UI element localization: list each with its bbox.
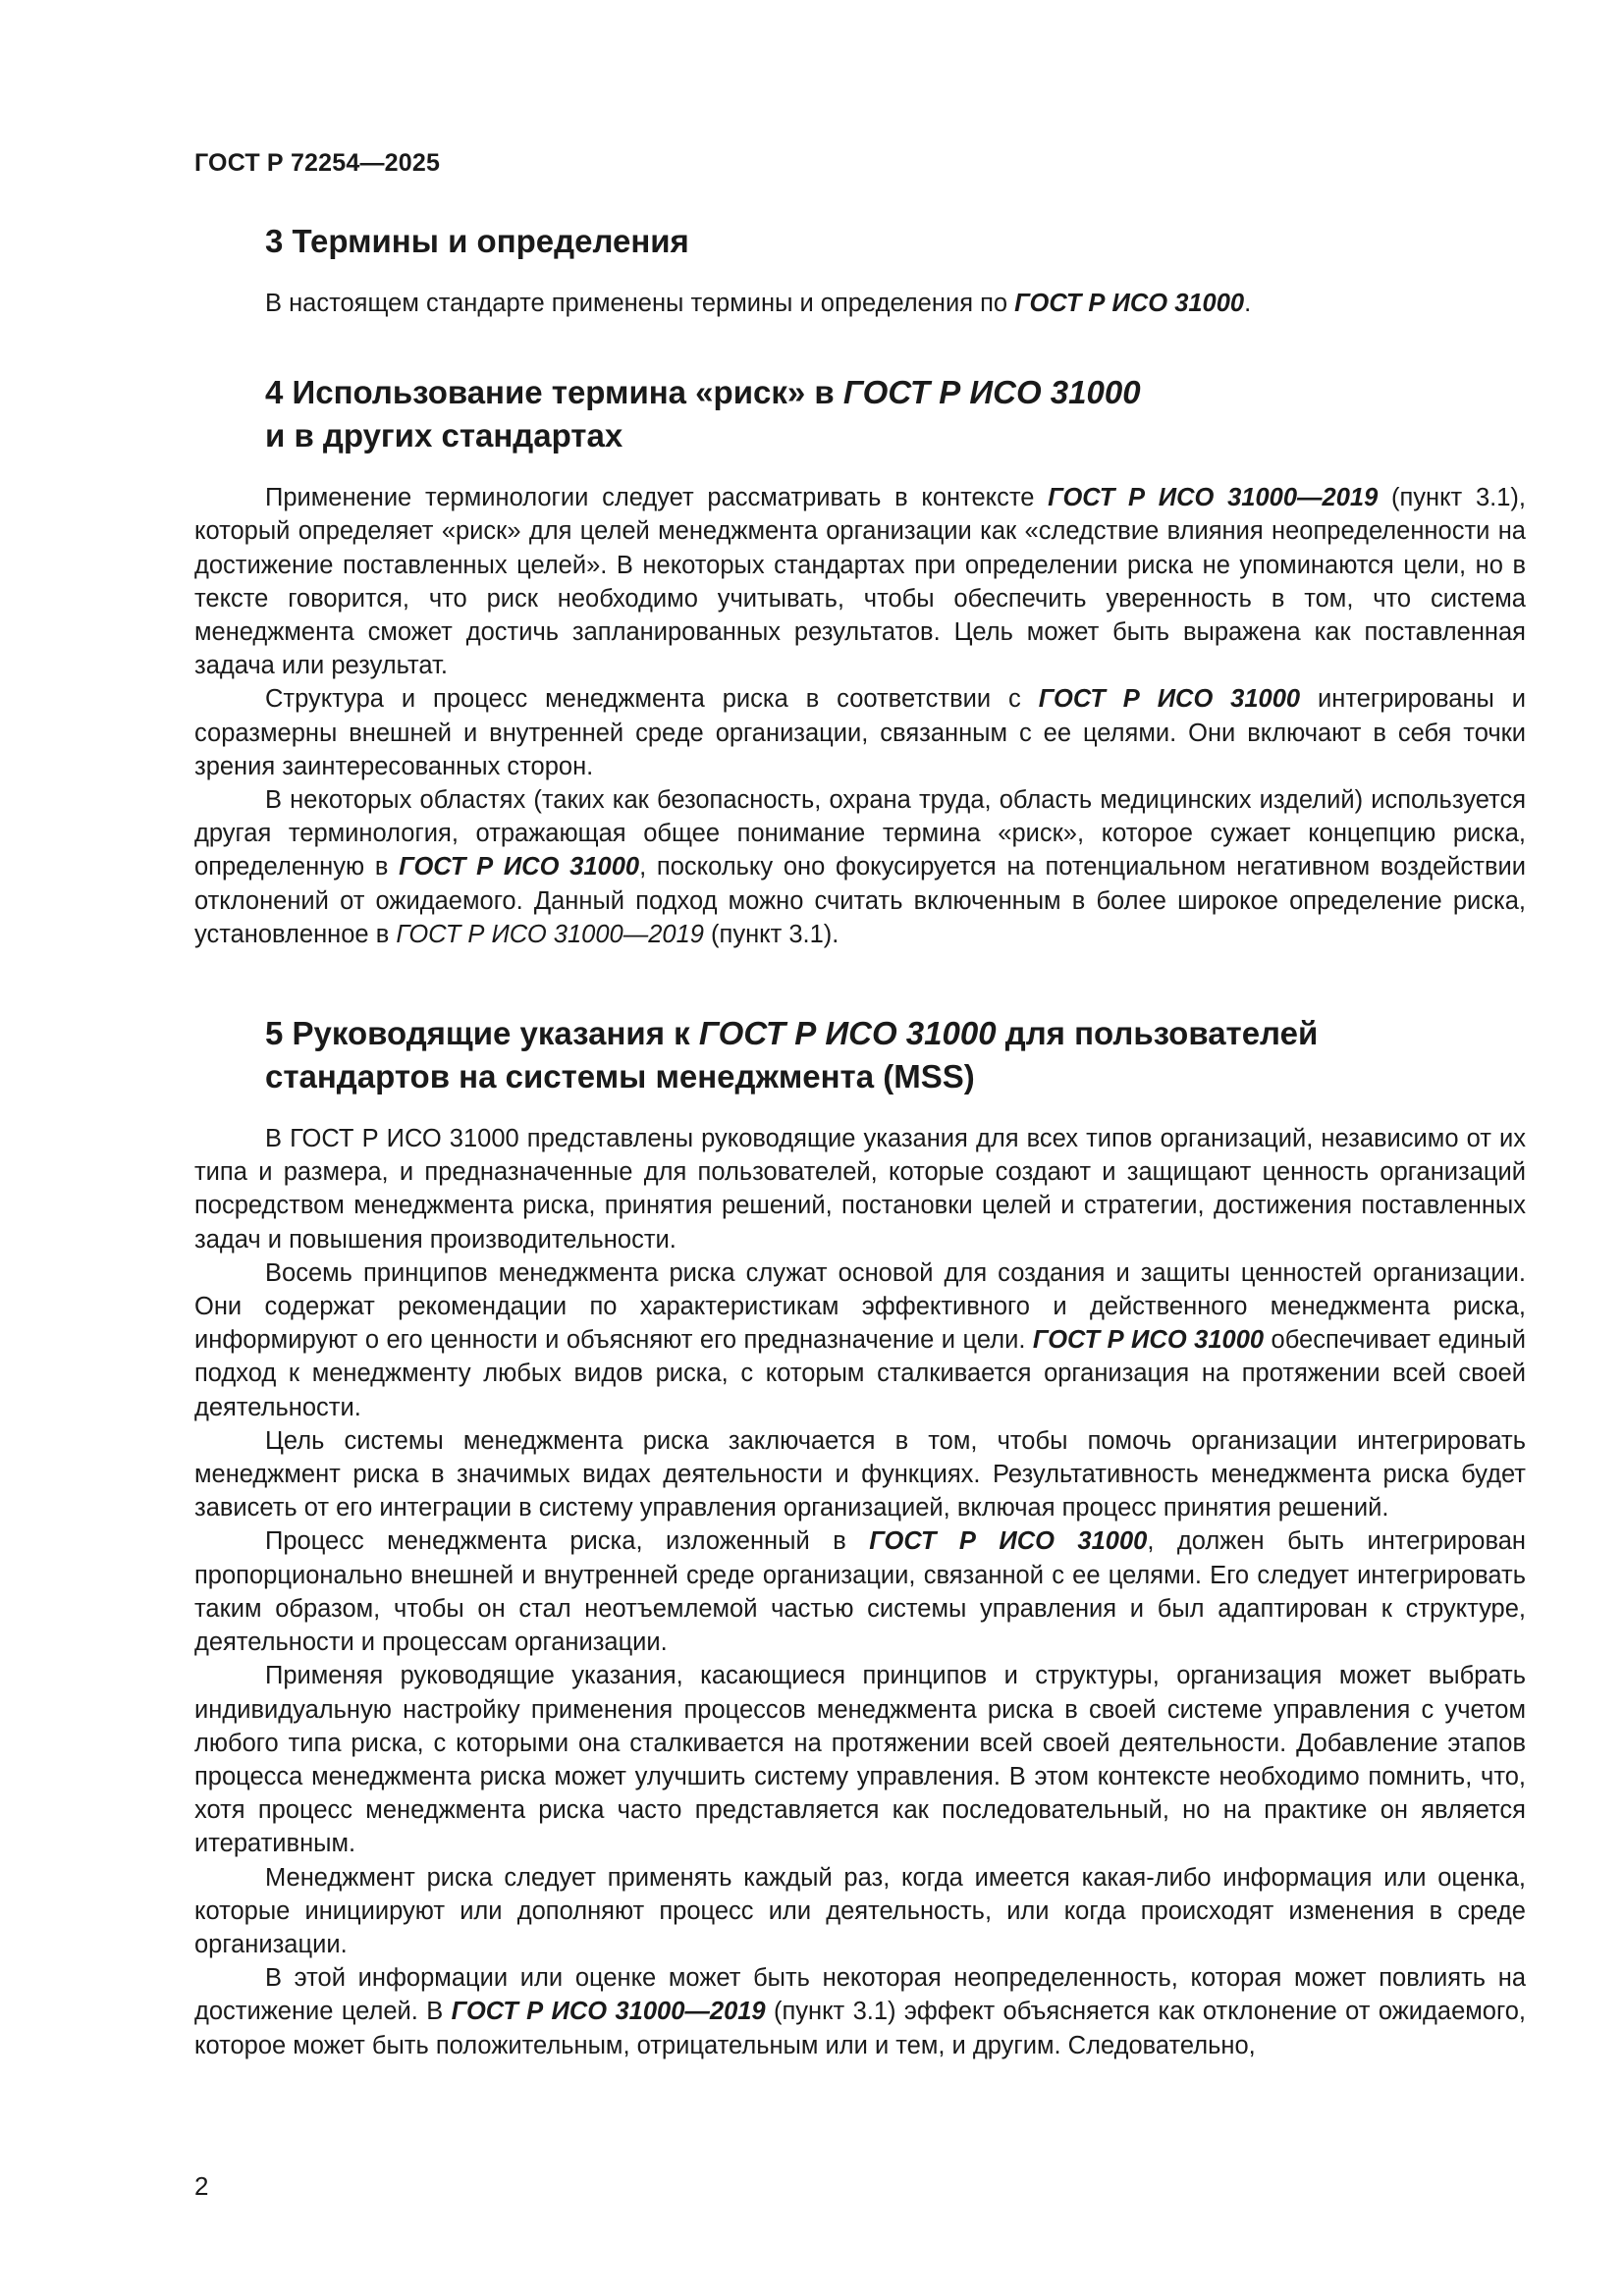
page-content xyxy=(194,220,1526,2062)
section-3-heading: 3 Термины и определения xyxy=(265,223,689,259)
section-5-paragraph-3: Цель системы менеджмента риска заключается в том, чтобы помочь организации интегрировать менеджмент риска в значимых видах деятельности и функциях. Результативность менеджмента риска будет зависеть от его интеграции в систему управления организацией, включая процесс принятия решений. xyxy=(194,1426,1526,1522)
section-5-paragraph-5: Применяя руководящие указания, касающиеся принципов и структуры, организация может выбрать индивидуальную настройку применения процессов менеджмента риска в своей системе управления с учетом любого типа риска, с которыми она сталкивается на протяжении всей своей деятельности. Добавление этапов процесса менеджмента риска может улучшить систему управления. В этом контексте необходимо помнить, что, хотя процесс менеджмента риска часто представляется как последовательный, но на практике он является итеративным. xyxy=(194,1662,1526,1858)
page-number: 2 xyxy=(194,2171,209,2201)
section-4-paragraph-3: В некоторых областях (таких как безопасность, охрана труда, область медицинских изделий) используется другая терминология, отражающая общее понимание термина «риск», которое сужает концепцию риска, определенную в ГОСТ Р ИСО 31000, поскольку оно фокусируется на потенциальном негативном воздействии отклонений от ожидаемого. Данный подход можно считать включенным в более широкое определение риска, установленное в ГОСТ Р ИСО 31000—2019 (пункт 3.1). xyxy=(194,786,1526,948)
section-5-paragraph-6: Менеджмент риска следует применять каждый раз, когда имеется какая-либо информация или оценка, которые инициируют или дополняют процесс или деятельность, или когда происходят изменения в среде организации. xyxy=(194,1863,1526,1958)
standard-reference: ГОСТ Р ИСО 31000—2019 xyxy=(451,1998,766,2026)
standard-reference: ГОСТ Р ИСО 31000—2019 xyxy=(1048,484,1379,512)
section-4-paragraph-2: Структура и процесс менеджмента риска в соответствии с ГОСТ Р ИСО 31000 интегрированы и соразмерны внешней и внутренней среде организации, связанным с ее целями. Они включают в себя точки зрения заинтересованных сторон. xyxy=(194,685,1527,780)
section-5-paragraph-7: В этой информации или оценке может быть некоторая неопределенность, которая может повлиять на достижение целей. В ГОСТ Р ИСО 31000—2019 (пункт 3.1) эффект объясняется как отклонение от ожидаемого, которое может быть положительным, отрицательным или и тем, и другим. Следовательно, xyxy=(194,1964,1526,2059)
standard-reference: ГОСТ Р ИСО 31000 xyxy=(869,1527,1148,1556)
section-5-paragraph-4: Процесс менеджмента риска, изложенный в ГОСТ Р ИСО 31000, должен быть интегрирован пропорционально внешней и внутренней среде организации, связанной с ее целями. Его следует интегрировать таким образом, чтобы он стал неотъемлемой частью системы управления и был адаптирован к структуре, деятельности и процессам организации. xyxy=(194,1527,1526,1657)
section-3-paragraph: В настоящем стандарте применены термины и определения по ГОСТ Р ИСО 31000. xyxy=(265,290,1252,317)
section-5-heading: 5 Руководящие указания к ГОСТ Р ИСО 31000 для пользователей стандартов на системы менеджмента (MSS) xyxy=(265,1015,1319,1095)
standard-reference: ГОСТ Р ИСО 31000—2019 xyxy=(396,920,704,948)
section-4-paragraph-1: Применение терминологии следует рассматривать в контексте ГОСТ Р ИСО 31000—2019 (пункт 3.1), который определяет «риск» для целей менеджмента организации как «следствие влияния неопределенности на достижение поставленных целей». В некоторых стандартах при определении риска не упоминаются цели, но в тексте говорится, что риск необходимо учитывать, чтобы обеспечить уверенность в том, что система менеджмента сможет достичь запланированных результатов. Цель может быть выражена как поставленная задача или результат. xyxy=(194,484,1526,680)
document-code-header: ГОСТ Р 72254—2025 xyxy=(194,149,441,177)
section-4-heading: 4 Использование термина «риск» в ГОСТ Р ИСО 31000 и в других стандартах xyxy=(265,374,1141,454)
section-5-paragraph-2: Восемь принципов менеджмента риска служат основой для создания и защиты ценностей организации. Они содержат рекомендации по характеристикам эффективного и действенного менеджмента риска, информируют о его ценности и объясняют его предназначение и цели. ГОСТ Р ИСО 31000 обеспечивает единый подход к менеджменту любых видов риска, с которым сталкивается организация на протяжении всей своей деятельности. xyxy=(194,1258,1527,1421)
standard-reference: ГОСТ Р ИСО 31000 xyxy=(1032,1326,1265,1355)
standard-reference: ГОСТ Р ИСО 31000 xyxy=(1014,290,1245,317)
standard-reference: ГОСТ Р ИСО 31000 xyxy=(1038,685,1301,714)
section-5-paragraph-1: В ГОСТ Р ИСО 31000 представлены руководящие указания для всех типов организаций, независимо от их типа и размера, и предназначенные для пользователей, которые создают и защищают ценность организаций посредством менеджмента риска, принятия решений, постановки целей и стратегии, достижения поставленных задач и повышения производительности. xyxy=(194,1125,1526,1254)
standard-reference: ГОСТ Р ИСО 31000 xyxy=(399,853,640,881)
